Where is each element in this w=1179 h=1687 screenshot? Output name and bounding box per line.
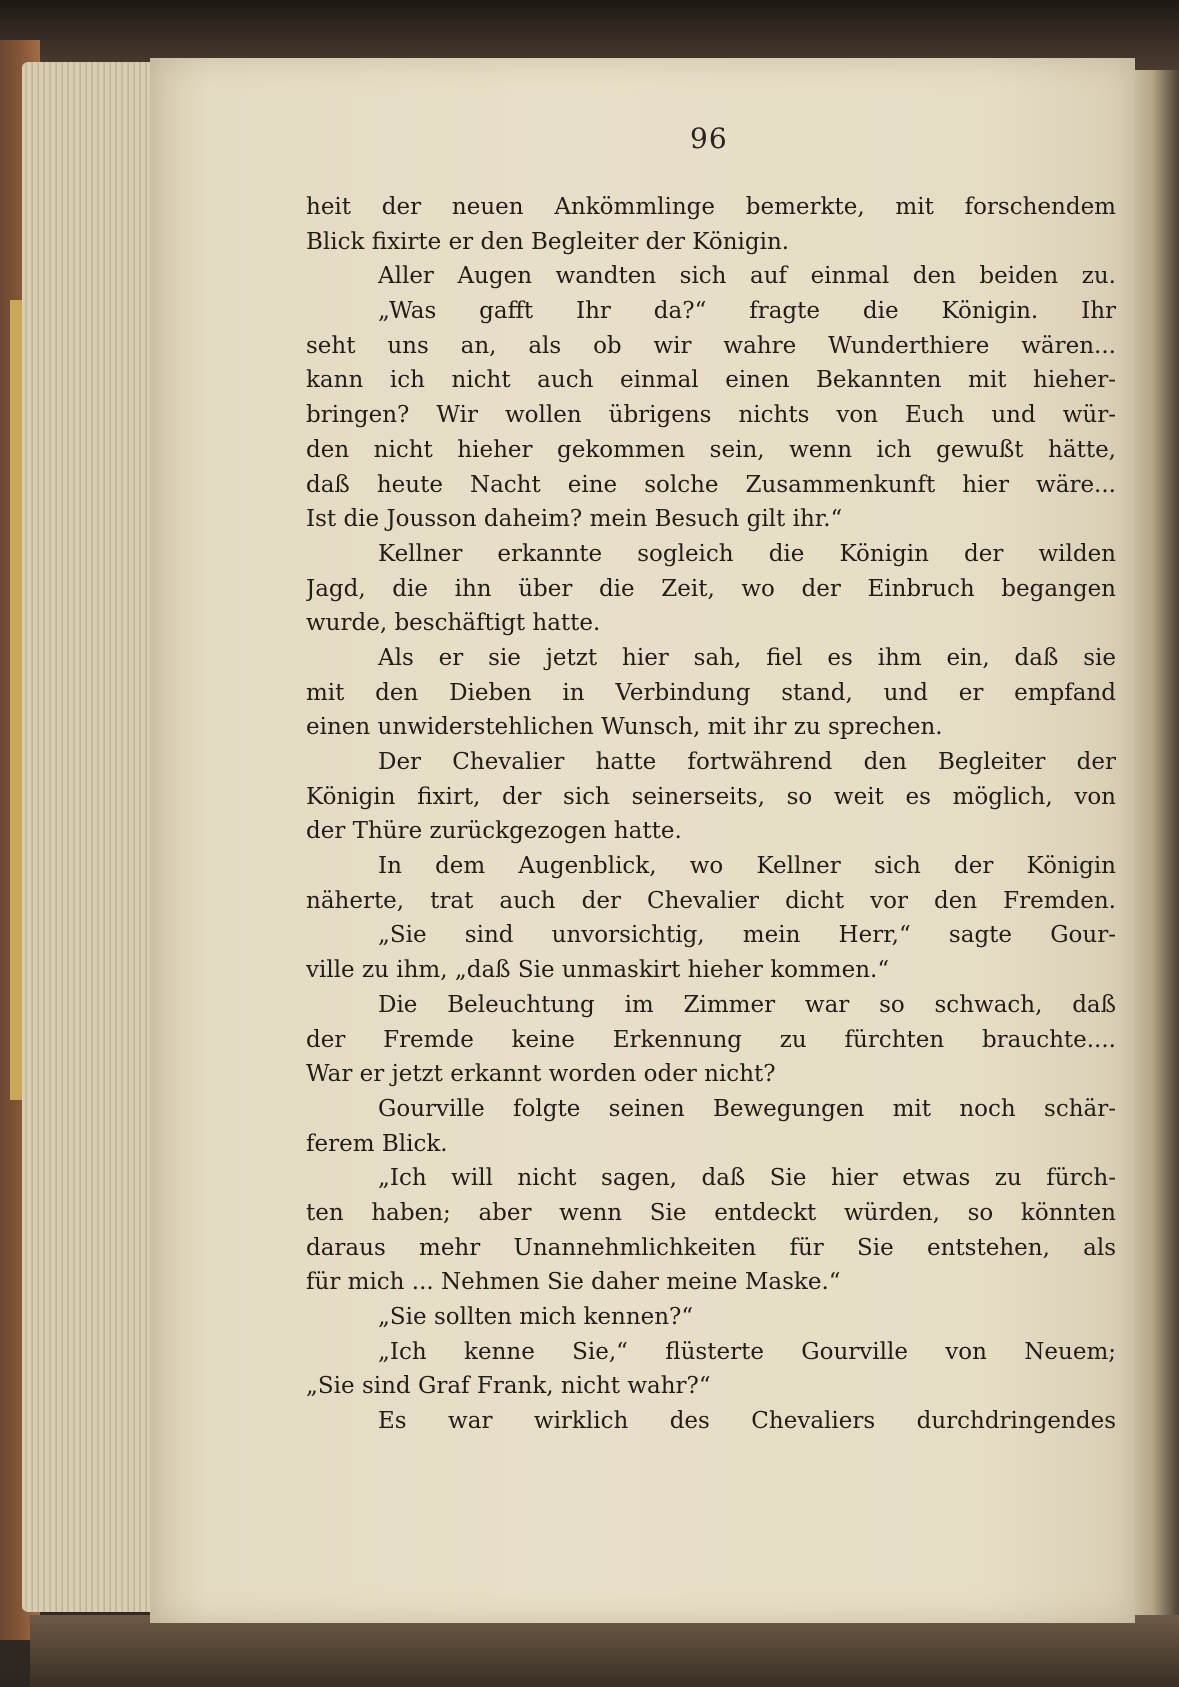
text-line: ferem Blick.: [306, 1130, 448, 1157]
text-line: Aller Augen wandten sich auf einmal den beiden zu.: [378, 263, 1116, 290]
text-line: Jagd, die ihn über die Zeit, wo der Einbruch begangen: [306, 575, 1116, 602]
text-line: der Fremde keine Erkennung zu fürchten brauchte....: [306, 1026, 1116, 1053]
text-line: der Thüre zurückgezogen hatte.: [306, 818, 682, 845]
text-line: „Sie sind unvorsichtig, mein Herr,“ sagte Gour-: [378, 922, 1116, 949]
text-line: „Ich will nicht sagen, daß Sie hier etwas zu fürch-: [378, 1165, 1116, 1192]
text-line: War er jetzt erkannt worden oder nicht?: [306, 1061, 776, 1088]
text-line: einen unwiderstehlichen Wunsch, mit ihr zu sprechen.: [306, 714, 943, 741]
text-line: Es war wirklich des Chevaliers durchdringendes: [378, 1408, 1116, 1435]
text-line: näherte, trat auch der Chevalier dicht vor den Fremden.: [306, 887, 1116, 914]
text-line: In dem Augenblick, wo Kellner sich der Königin: [378, 853, 1116, 880]
book-right-edge: [1135, 70, 1179, 1630]
book-bottom-edge: [30, 1615, 1179, 1687]
text-line: den nicht hieher gekommen sein, wenn ich gewußt hätte,: [306, 436, 1116, 463]
text-line: daraus mehr Unannehmlichkeiten für Sie entstehen, als: [306, 1234, 1116, 1261]
page-number: 96: [690, 122, 728, 155]
text-line: „Ich kenne Sie,“ flüsterte Gourville von Neuem;: [378, 1338, 1116, 1365]
text-line: „Sie sind Graf Frank, nicht wahr?“: [306, 1373, 711, 1400]
text-line: bringen? Wir wollen übrigens nichts von Euch und wür-: [306, 402, 1116, 429]
text-line: Ist die Jousson daheim? mein Besuch gilt ihr.“: [306, 506, 843, 533]
text-line: ten haben; aber wenn Sie entdeckt würden, so könnten: [306, 1199, 1116, 1226]
text-line: heit der neuen Ankömmlinge bemerkte, mit forschendem: [306, 194, 1116, 220]
text-line: Der Chevalier hatte fortwährend den Begleiter der: [378, 749, 1116, 775]
text-line: kann ich nicht auch einmal einen Bekannten mit hieher-: [306, 367, 1116, 394]
text-line: Kellner erkannte sogleich die Königin der wilden: [378, 540, 1116, 567]
text-line: ville zu ihm, „daß Sie unmaskirt hieher kommen.“: [306, 957, 890, 984]
text-line: seht uns an, als ob wir wahre Wunderthiere wären...: [306, 332, 1116, 359]
text-line: „Was gafft Ihr da?“ fragte die Königin. Ihr: [378, 298, 1116, 325]
text-line: Als er sie jetzt hier sah, fiel es ihm ein, daß sie: [378, 644, 1116, 671]
text-line: Königin fixirt, der sich seinerseits, so weit es möglich, von: [306, 783, 1116, 810]
text-line: Die Beleuchtung im Zimmer war so schwach, daß: [378, 991, 1116, 1018]
text-line: wurde, beschäftigt hatte.: [306, 610, 601, 637]
page-text-block: [306, 190, 1116, 1439]
text-line: „Sie sollten mich kennen?“: [378, 1304, 694, 1330]
text-line: Gourville folgte seinen Bewegungen mit noch schär-: [378, 1095, 1116, 1122]
text-line: daß heute Nacht eine solche Zusammenkunft hier wäre...: [306, 471, 1116, 498]
text-line: Blick fixirte er den Begleiter der Königin.: [306, 228, 790, 255]
text-line: für mich ... Nehmen Sie daher meine Maske.“: [306, 1269, 841, 1296]
text-line: mit den Dieben in Verbindung stand, und er empfand: [306, 679, 1116, 706]
